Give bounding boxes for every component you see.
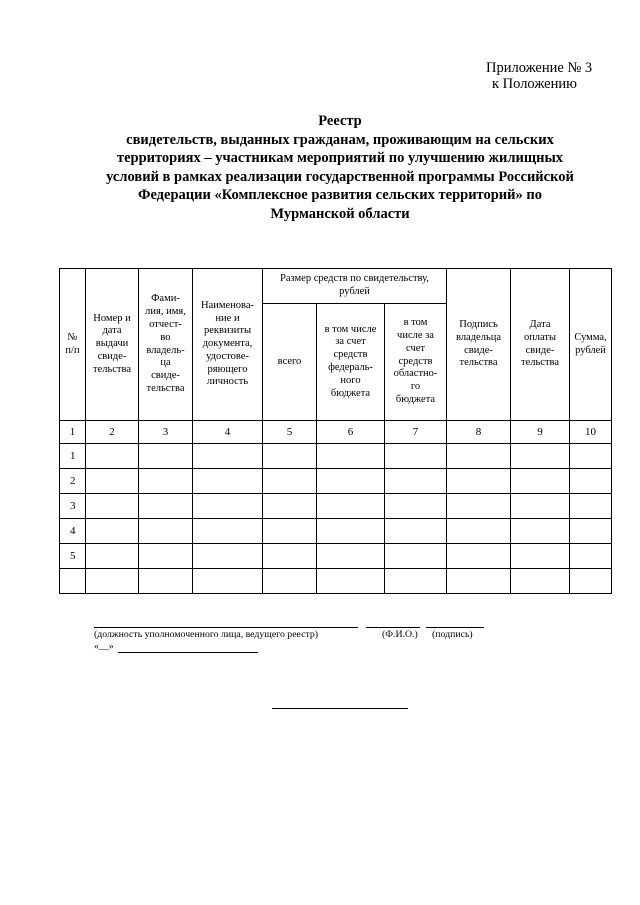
date-line (118, 652, 258, 653)
column-number: 10 (570, 421, 612, 444)
title-line: Реестр (318, 113, 362, 129)
table-cell (447, 469, 511, 494)
table-cell (263, 544, 317, 569)
table-row (60, 494, 612, 519)
column-number: 7 (385, 421, 447, 444)
table-cell (511, 444, 570, 469)
table-cell (385, 444, 447, 469)
title-line: Мурманской области (270, 205, 410, 222)
table-cell (511, 569, 570, 594)
row-number: 2 (60, 469, 86, 494)
table-cell (86, 569, 139, 594)
row-number (60, 569, 86, 594)
date-prefix: «__» (94, 641, 114, 652)
table-cell (317, 469, 385, 494)
annex-reference: к Положению (492, 76, 577, 92)
position-signature-line (94, 627, 358, 628)
table-cell (139, 469, 193, 494)
header-cert-number: Номер и дата выдачи свиде- тельства (86, 269, 139, 421)
table-cell (263, 444, 317, 469)
table-cell (447, 569, 511, 594)
header-id-document: Наименова- ние и реквизиты документа, удостове- ряющего личность (193, 269, 263, 421)
table-cell (263, 494, 317, 519)
table-cell (447, 519, 511, 544)
table-cell (385, 494, 447, 519)
table-cell (193, 544, 263, 569)
table-cell (317, 544, 385, 569)
position-label: (должность уполномоченного лица, ведущего реестр) (94, 629, 319, 640)
header-payment-date: Дата оплаты свиде- тельства (511, 269, 570, 421)
header-funds-regional: в том числе за счет средств областно- го бюджета (385, 304, 447, 421)
table-cell (570, 469, 612, 494)
table-row (60, 469, 612, 494)
row-number: 5 (60, 544, 86, 569)
table-cell (447, 544, 511, 569)
table-cell (447, 494, 511, 519)
annex-number: Приложение № 3 (486, 60, 593, 76)
table-cell (263, 519, 317, 544)
table-cell (317, 494, 385, 519)
header-funds-group: Размер средств по свидетельству, рублей (263, 269, 447, 304)
sign-label: (подпись) (432, 629, 473, 640)
table-cell (570, 494, 612, 519)
column-number: 8 (447, 421, 511, 444)
column-number: 3 (139, 421, 193, 444)
table-cell (447, 444, 511, 469)
header-funds-total: всего (263, 304, 317, 421)
fio-signature-line (366, 627, 420, 628)
title-line: территориях – участникам мероприятий по улучшению жилищных (116, 150, 564, 166)
row-number: 4 (60, 519, 86, 544)
table-cell (86, 544, 139, 569)
table-cell (570, 544, 612, 569)
table-cell (385, 519, 447, 544)
header-funds-federal: в том числе за счет средств федераль- ного бюджета (317, 304, 385, 421)
table-row (60, 569, 612, 594)
table-cell (385, 544, 447, 569)
table-cell (511, 494, 570, 519)
table-cell (139, 569, 193, 594)
table-cell (193, 494, 263, 519)
column-number: 4 (193, 421, 263, 444)
sign-signature-line (426, 627, 484, 628)
table-cell (385, 569, 447, 594)
table-cell (139, 544, 193, 569)
table-cell (511, 544, 570, 569)
table-cell (570, 444, 612, 469)
table-cell (86, 444, 139, 469)
header-holder-signature: Подпись владельца свиде- тельства (447, 269, 511, 421)
column-number: 2 (86, 421, 139, 444)
column-number-row (60, 421, 612, 444)
table-cell (570, 569, 612, 594)
table-cell (570, 519, 612, 544)
table-cell (193, 519, 263, 544)
table-cell (193, 469, 263, 494)
header-amount: Сумма, рублей (570, 269, 612, 421)
fio-label: (Ф.И.О.) (382, 629, 418, 640)
register-table (59, 268, 612, 594)
table-cell (86, 469, 139, 494)
table-cell (86, 519, 139, 544)
table-cell (86, 494, 139, 519)
title-line: свидетельств, выданных гражданам, проживающим на сельских (126, 131, 554, 148)
column-number: 6 (317, 421, 385, 444)
table-cell (511, 519, 570, 544)
table-cell (263, 569, 317, 594)
table-row (60, 519, 612, 544)
header-num: № п/п (60, 269, 86, 421)
header-holder-name: Фами- лия, имя, отчест- во владель- ца свиде- тельства (139, 269, 193, 421)
table-cell (263, 469, 317, 494)
row-number: 1 (60, 444, 86, 469)
row-number: 3 (60, 494, 86, 519)
table-row (60, 544, 612, 569)
closing-separator-line (272, 708, 408, 709)
table-cell (317, 569, 385, 594)
table-cell (317, 444, 385, 469)
table-cell (193, 444, 263, 469)
table-cell (511, 469, 570, 494)
table-row (60, 444, 612, 469)
table-cell (193, 569, 263, 594)
table-cell (139, 494, 193, 519)
table-cell (139, 444, 193, 469)
title-line: условий в рамках реализации государственной программы Российской (106, 168, 574, 185)
annex-label (486, 60, 592, 92)
table-cell (317, 519, 385, 544)
column-number: 5 (263, 421, 317, 444)
title-line: Федерации «Комплексное развития сельских территорий» по (137, 187, 542, 203)
table-cell (139, 519, 193, 544)
document-title (60, 112, 620, 223)
column-number: 9 (511, 421, 570, 444)
column-number: 1 (60, 421, 86, 444)
table-cell (385, 469, 447, 494)
